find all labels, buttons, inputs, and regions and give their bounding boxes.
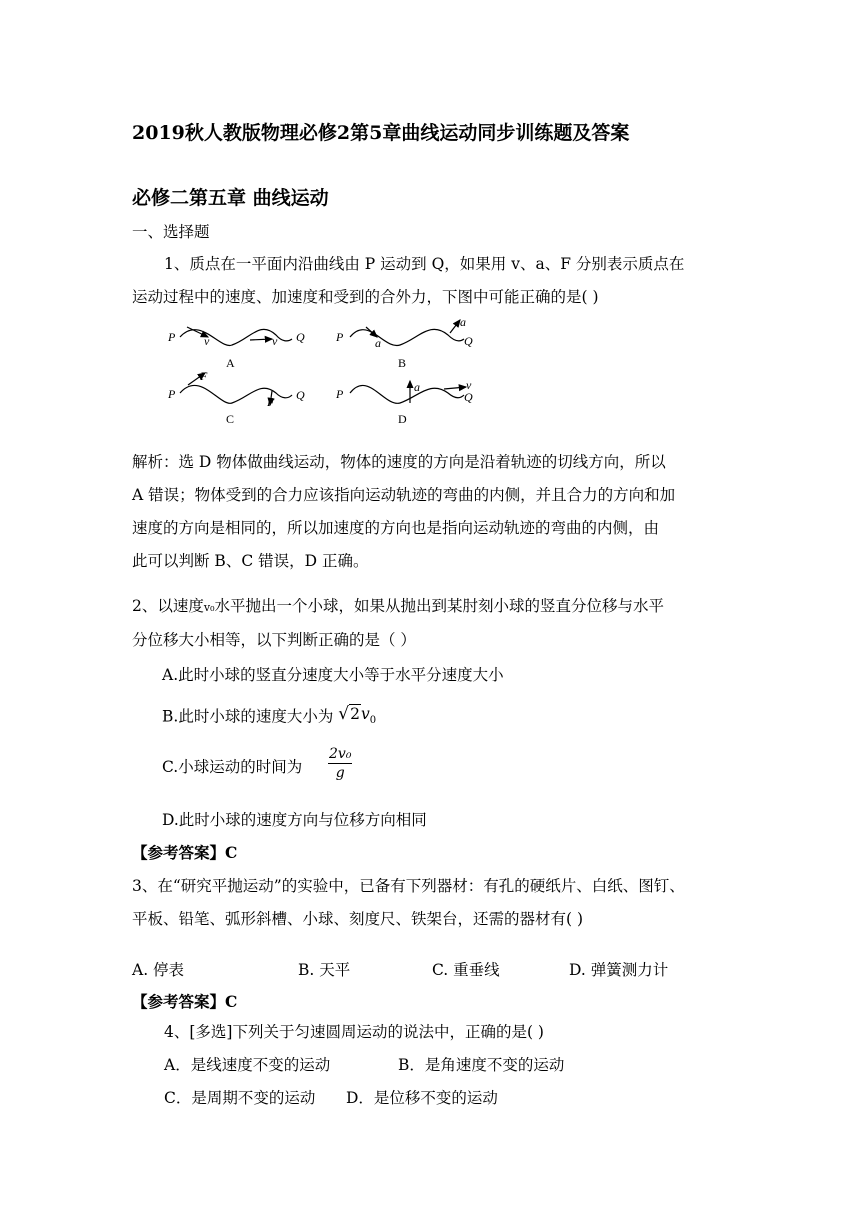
q1-analysis-line1: 解析：选 D 物体做曲线运动，物体的速度的方向是沿着轨迹的切线方向，所以 bbox=[132, 453, 666, 471]
fraction-numerator: 2v₀ bbox=[329, 746, 352, 762]
chapter-title: 必修二第五章 曲线运动 bbox=[132, 187, 329, 209]
label-f-c2: F bbox=[267, 395, 275, 409]
label-v-a1: v bbox=[204, 334, 210, 348]
label-p-c: P bbox=[168, 387, 176, 401]
q1-figure bbox=[160, 315, 490, 430]
arrow-a-b2 bbox=[450, 320, 460, 333]
q3-option-d: D. 弹簧测力计 bbox=[569, 961, 669, 979]
q3-option-c: C. 重垂线 bbox=[432, 961, 500, 979]
fraction-denominator: g bbox=[335, 765, 345, 781]
q2-answer: 【参考答案】C bbox=[132, 843, 238, 862]
v0-symbol: v₀ bbox=[203, 601, 215, 614]
label-q-b: Q bbox=[464, 334, 473, 348]
arrow-v-a2 bbox=[250, 339, 272, 340]
q2-option-d: D.此时小球的速度方向与位移方向相同 bbox=[162, 811, 427, 829]
sqrt-expression bbox=[338, 704, 376, 731]
fraction bbox=[327, 746, 353, 781]
q3-line1: 3、在“研究平抛运动”的实验中，已备有下列器材：有孔的硬纸片、白纸、图钉、 bbox=[132, 877, 685, 895]
label-option-c: C bbox=[226, 412, 235, 426]
label-option-b: B bbox=[398, 356, 407, 370]
label-p-a: P bbox=[168, 330, 176, 344]
q1-line1: 1、质点在一平面内沿曲线由 P 运动到 Q，如果用 v、a、F 分别表示质点在 bbox=[164, 255, 685, 273]
label-q-a: Q bbox=[296, 330, 305, 344]
curve-b bbox=[350, 329, 464, 345]
q1-analysis-line2: A 错误；物体受到的合力应该指向运动轨迹的弯曲的内侧，并且合力的方向和加 bbox=[132, 486, 676, 504]
sqrt-icon: √ bbox=[338, 704, 350, 724]
velocity-subscript: 0 bbox=[369, 715, 377, 727]
label-a-b1: a bbox=[375, 336, 381, 350]
label-f-c1: F bbox=[200, 369, 208, 383]
label-a-d: a bbox=[414, 380, 420, 394]
q1-analysis-line3: 速度的方向是相同的，所以加速度的方向也是指向运动轨迹的弯曲的内侧，由 bbox=[132, 519, 660, 537]
q1-line2: 运动过程中的速度、加速度和受到的合外力，下图中可能正确的是( ) bbox=[132, 288, 599, 306]
q2-option-b bbox=[162, 704, 376, 731]
q2-line1 bbox=[132, 596, 664, 618]
label-option-d: D bbox=[398, 412, 407, 426]
q4-option-b: B．是角速度不变的运动 bbox=[398, 1056, 565, 1074]
label-a-b2: a bbox=[460, 315, 466, 329]
arrow-v-d bbox=[444, 387, 466, 389]
q2-option-c: C.小球运动的时间为 bbox=[162, 758, 303, 776]
q2-option-a: A.此时小球的竖直分速度大小等于水平分速度大小 bbox=[162, 666, 504, 684]
q3-line2: 平板、铅笔、弧形斜槽、小球、刻度尺、铁架台，还需的器材有( ) bbox=[132, 910, 584, 928]
q2-line2: 分位移大小相等，以下判断正确的是（ ） bbox=[132, 631, 416, 649]
q2-line1-pre: 2、以速度 bbox=[132, 597, 204, 615]
label-q-c: Q bbox=[296, 388, 305, 402]
label-v-d: v bbox=[466, 378, 472, 392]
label-p-d: P bbox=[336, 387, 344, 401]
q4-option-c: C．是周期不变的运动 bbox=[164, 1089, 316, 1107]
label-v-a2: v bbox=[272, 334, 278, 348]
q2-option-b-text: B.此时小球的速度大小为 bbox=[162, 707, 334, 726]
q4-line1: 4、[多选]下列关于匀速圆周运动的说法中，正确的是( ) bbox=[164, 1023, 544, 1041]
label-option-a: A bbox=[226, 356, 235, 370]
q1-analysis-line4: 此可以判断 B、C 错误，D 正确。 bbox=[132, 552, 369, 570]
q2-line1-post: 水平抛出一个小球，如果从抛出到某肘刻小球的竖直分位移与水平 bbox=[214, 597, 665, 615]
sqrt-radicand: 2 bbox=[350, 705, 360, 723]
curve-c bbox=[180, 385, 292, 403]
q3-option-b: B. 天平 bbox=[298, 961, 351, 979]
document-title: 2019秋人教版物理必修2第5章曲线运动同步训练题及答案 bbox=[132, 122, 630, 144]
fraction-bar bbox=[328, 763, 352, 764]
section-heading: 一、选择题 bbox=[132, 223, 210, 241]
q4-option-d: D．是位移不变的运动 bbox=[346, 1089, 498, 1107]
q4-option-a: A．是线速度不变的运动 bbox=[164, 1056, 331, 1074]
q3-answer: 【参考答案】C bbox=[132, 992, 238, 1011]
label-p-b: P bbox=[336, 330, 344, 344]
curve-d bbox=[350, 385, 464, 403]
velocity-symbol: v bbox=[360, 705, 370, 723]
label-q-d: Q bbox=[464, 390, 473, 404]
q3-option-a: A. 停表 bbox=[132, 961, 185, 979]
